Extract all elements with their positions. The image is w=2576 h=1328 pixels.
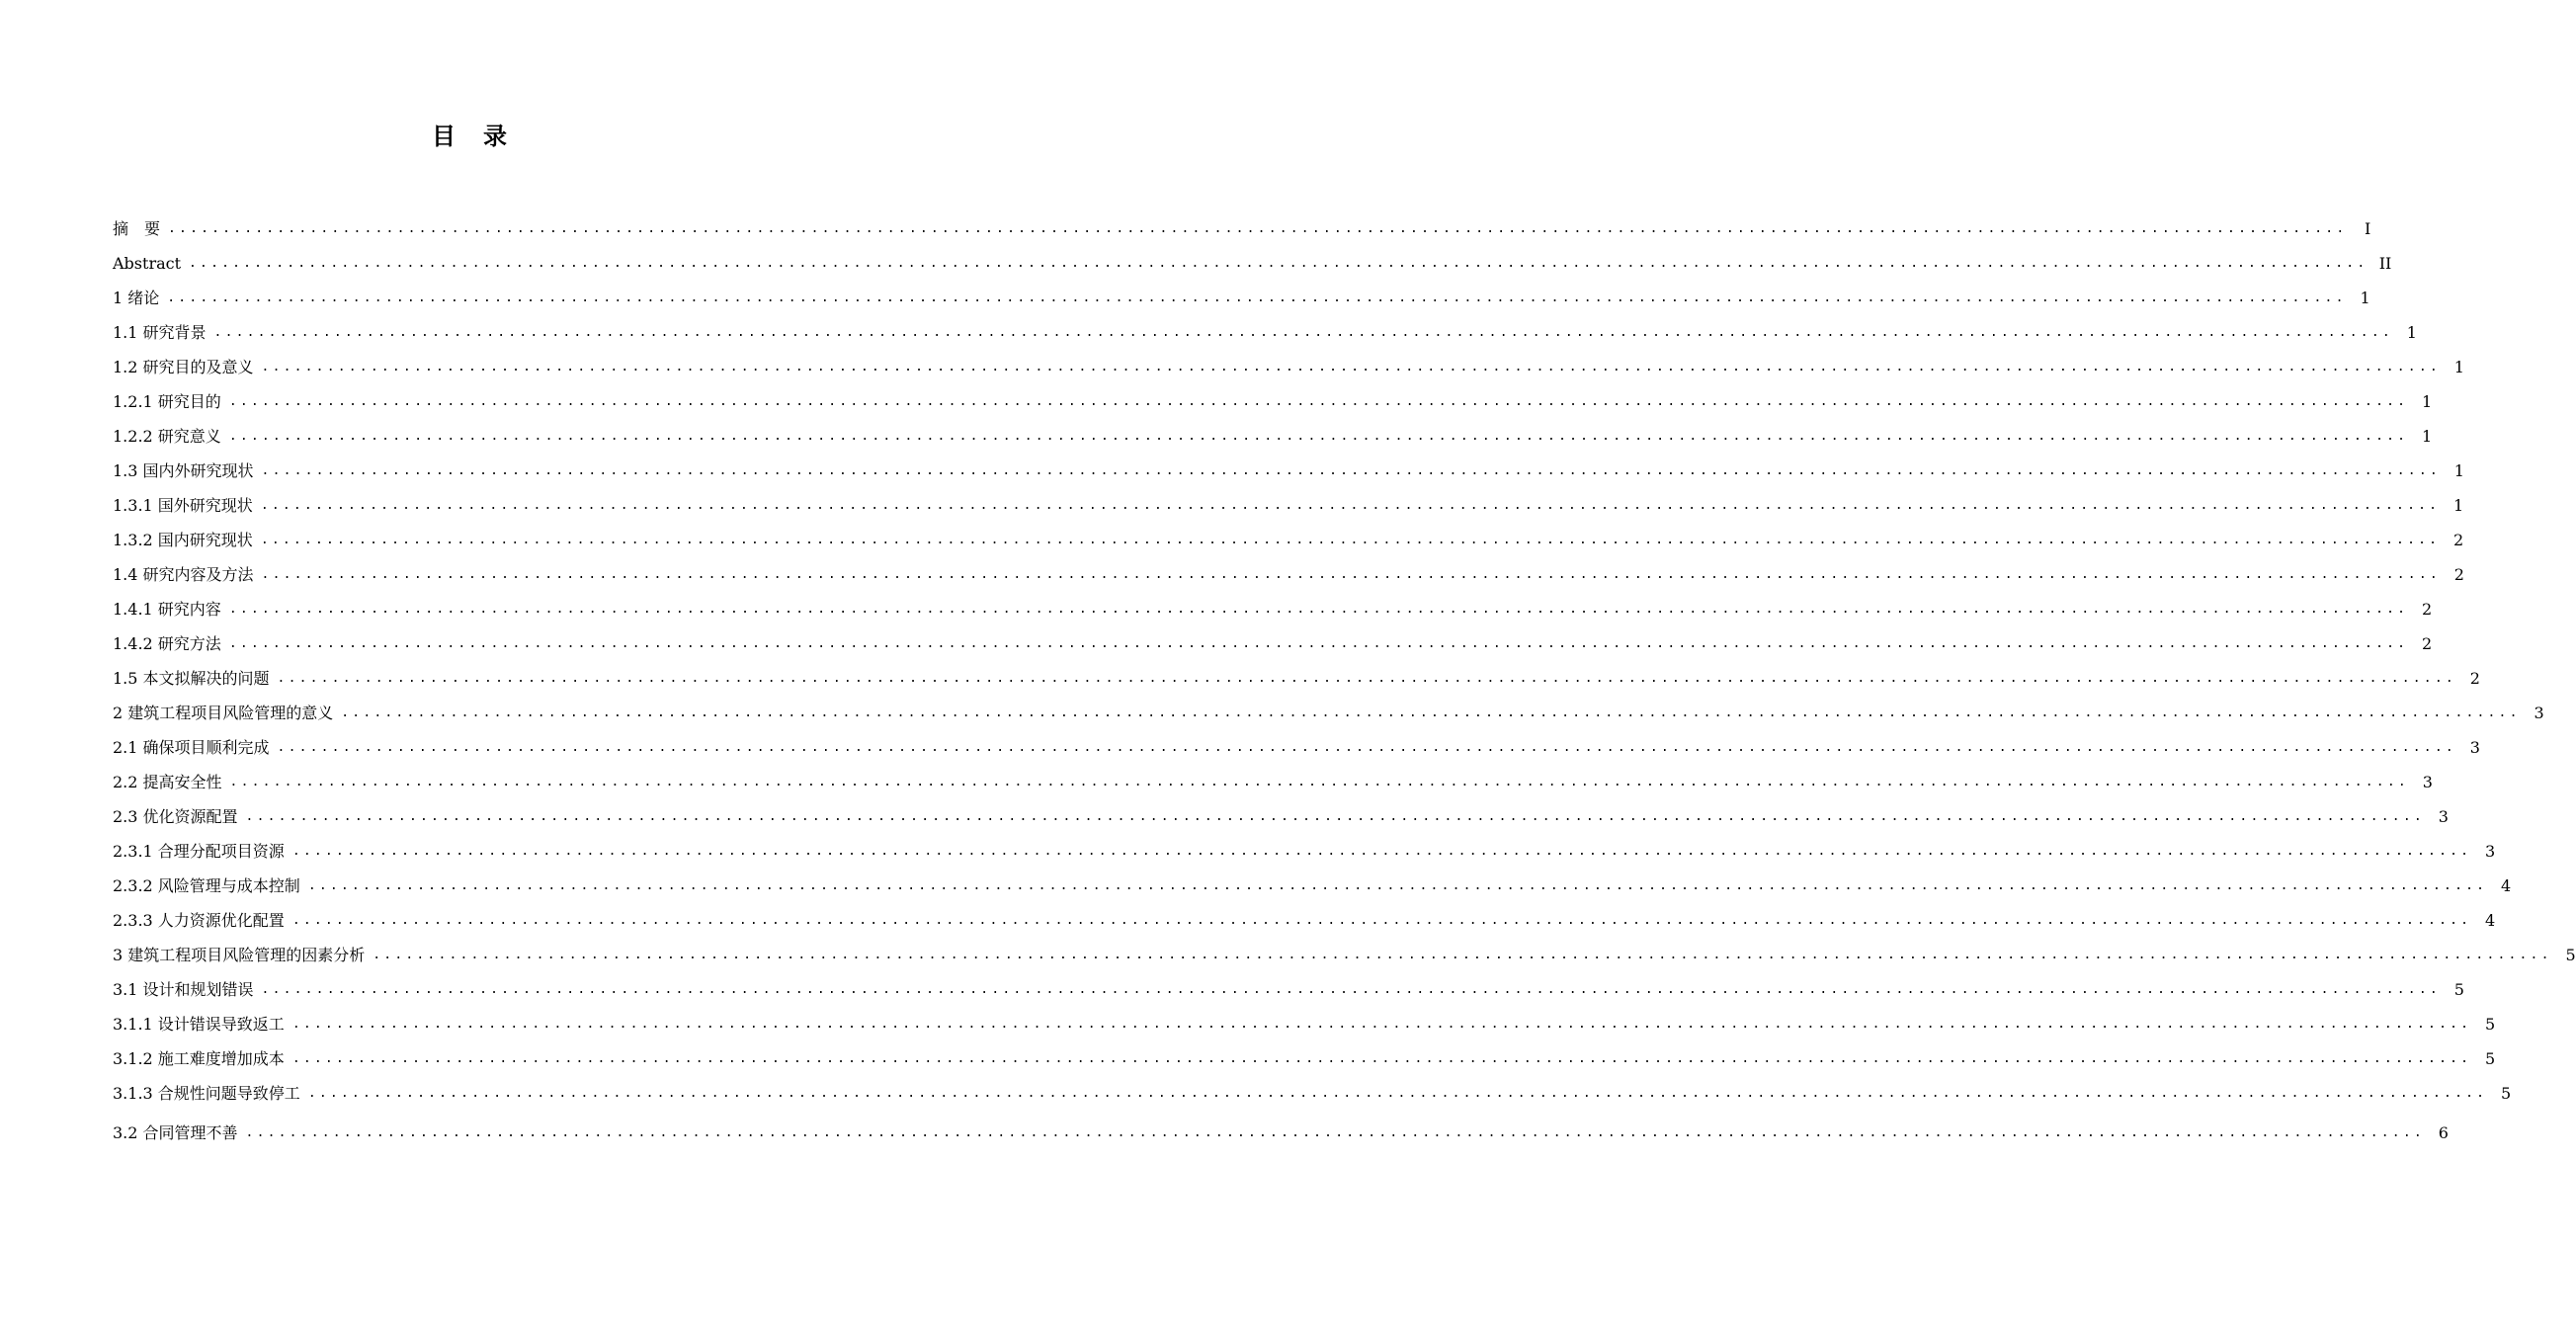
toc-entry[interactable] [113, 412, 2433, 447]
toc-leader-dots: ........................................................................................................................................................................................................ [261, 982, 2441, 997]
toc-entry-label: 1.2.1 研究目的 [113, 392, 221, 411]
toc-entry-page: 1 [2360, 289, 2370, 307]
toc-entry-page: 1 [2452, 496, 2464, 515]
toc-entry-page: 3 [2422, 773, 2433, 791]
toc-leader-dots: ........................................................................................................................................................................................................ [261, 567, 2441, 582]
toc-entry[interactable] [113, 792, 2449, 827]
toc-entry-label: 1.5 本文拟解决的问题 [113, 669, 270, 688]
toc-entry-label: 2.3.2 风险管理与成本控制 [113, 876, 300, 895]
toc-entry-label: 3.1.3 合规性问题导致停工 [113, 1084, 300, 1103]
toc-leader-dots: ........................................................................................................................................................................................................ [307, 878, 2488, 893]
toc-entry-page: 3 [2484, 842, 2496, 861]
toc-entry-label: 2.3.1 合理分配项目资源 [113, 842, 285, 861]
toc-entry-label: 1.2 研究目的及意义 [113, 358, 254, 376]
toc-entry[interactable] [113, 1035, 2496, 1069]
toc-entry-page: 2 [2469, 669, 2480, 688]
toc-entry-label: 2.3.3 人力资源优化配置 [113, 911, 285, 930]
toc-entry-label: 1.1 研究背景 [113, 323, 207, 342]
toc-entry[interactable] [113, 654, 2480, 689]
toc-leader-dots: ........................................................................................................................................................................................................ [229, 775, 2409, 789]
toc-entry-label: 1.4.2 研究方法 [113, 634, 221, 653]
toc-leader-dots: ........................................................................................................................................................................................................ [260, 498, 2441, 513]
toc-entry-label: 2 建筑工程项目风险管理的意义 [113, 704, 334, 722]
toc-entry-label: 1.3.1 国外研究现状 [113, 496, 253, 515]
toc-entry-label: 摘 要 [113, 219, 161, 238]
toc-entry-page: 5 [2484, 1015, 2496, 1034]
toc-entry-label: 1.2.2 研究意义 [113, 427, 221, 446]
toc-entry-page: 4 [2500, 876, 2512, 895]
toc-entry-label: 3.1.1 设计错误导致返工 [113, 1015, 285, 1034]
toc-leader-dots: ........................................................................................................................................................................................................ [277, 740, 2456, 755]
toc-leader-dots: ........................................................................................................................................................................................................ [189, 256, 2368, 271]
toc-leader-dots: ........................................................................................................................................................................................................ [245, 1125, 2425, 1140]
toc-entry-page: 5 [2500, 1084, 2512, 1103]
toc-leader-dots: ........................................................................................................................................................................................................ [341, 706, 2521, 720]
toc-entry-label: 1.3.2 国内研究现状 [113, 531, 253, 549]
toc-leader-dots: ........................................................................................................................................................................................................ [291, 1051, 2472, 1066]
toc-entry[interactable] [113, 1000, 2496, 1035]
toc-leader-dots: ........................................................................................................................................................................................................ [260, 533, 2441, 547]
toc-entry-label: 2.2 提高安全性 [113, 773, 222, 791]
toc-entry[interactable] [113, 343, 2464, 377]
toc-entry[interactable] [113, 205, 2371, 239]
toc-entry[interactable] [113, 1104, 2449, 1143]
toc-entry-label: 1.4.1 研究内容 [113, 600, 221, 619]
toc-entry-page: 1 [2406, 323, 2417, 342]
toc-leader-dots: ........................................................................................................................................................................................................ [167, 290, 2347, 305]
toc-entry-label: 2.3 优化资源配置 [113, 807, 238, 826]
toc-entry-page: II [2378, 254, 2392, 273]
toc-leader-dots: ........................................................................................................................................................................................................ [307, 1086, 2488, 1101]
toc-leader-dots: ........................................................................................................................................................................................................ [261, 360, 2441, 374]
toc-leader-dots: ........................................................................................................................................................................................................ [228, 602, 2409, 617]
toc-entry[interactable] [113, 758, 2433, 792]
toc-leader-dots: ........................................................................................................................................................................................................ [228, 429, 2409, 444]
toc-entry-page: 1 [2453, 461, 2464, 480]
toc-entry[interactable] [113, 862, 2512, 896]
toc-leader-dots: ........................................................................................................................................................................................................ [228, 394, 2409, 409]
toc-leader-dots: ........................................................................................................................................................................................................ [245, 809, 2425, 824]
toc-entry[interactable] [113, 585, 2433, 620]
toc-entry-page: 1 [2421, 427, 2433, 446]
toc-entry-page: 3 [2469, 738, 2480, 757]
page-title: 目录 [432, 123, 535, 150]
toc-entry[interactable] [113, 689, 2544, 723]
table-of-contents [113, 205, 2576, 1143]
toc-leader-dots: ........................................................................................................................................................................................................ [213, 325, 2393, 340]
toc-entry-label: 3 建筑工程项目风险管理的因素分析 [113, 946, 366, 964]
toc-entry-page: 3 [2534, 704, 2544, 722]
toc-entry[interactable] [113, 377, 2433, 412]
toc-entry-page: 2 [2421, 600, 2433, 619]
toc-entry-page: 1 [2453, 358, 2464, 376]
toc-entry-page: 5 [2565, 946, 2576, 964]
toc-entry[interactable] [113, 274, 2370, 308]
toc-leader-dots: ........................................................................................................................................................................................................ [373, 948, 2552, 962]
toc-entry-label: 3.1 设计和规划错误 [113, 980, 254, 999]
toc-leader-dots: ........................................................................................................................................................................................................ [277, 671, 2456, 686]
toc-entry-page: 3 [2438, 807, 2449, 826]
toc-entry-page: 4 [2484, 911, 2496, 930]
toc-entry-label: 1 绪论 [113, 289, 160, 307]
toc-entry-page: 6 [2438, 1123, 2449, 1142]
toc-entry[interactable] [113, 896, 2496, 931]
toc-entry-label: 3.1.2 施工难度增加成本 [113, 1049, 285, 1068]
toc-entry[interactable] [113, 481, 2464, 516]
toc-leader-dots: ........................................................................................................................................................................................................ [291, 913, 2472, 928]
toc-entry-page: I [2365, 219, 2371, 238]
toc-leader-dots: ........................................................................................................................................................................................................ [168, 221, 2348, 236]
toc-leader-dots: ........................................................................................................................................................................................................ [291, 1017, 2472, 1032]
toc-entry[interactable] [113, 827, 2496, 862]
toc-entry[interactable] [113, 620, 2433, 654]
toc-leader-dots: ........................................................................................................................................................................................................ [228, 636, 2409, 651]
toc-entry[interactable] [113, 550, 2464, 585]
toc-leader-dots: ........................................................................................................................................................................................................ [261, 463, 2441, 478]
toc-entry-page: 5 [2484, 1049, 2496, 1068]
toc-entry-page: 2 [2452, 531, 2464, 549]
toc-leader-dots: ........................................................................................................................................................................................................ [291, 844, 2472, 859]
toc-entry[interactable] [113, 239, 2392, 274]
toc-entry-label: 1.3 国内外研究现状 [113, 461, 254, 480]
toc-entry[interactable] [113, 723, 2480, 758]
toc-entry-label: Abstract [113, 254, 182, 273]
toc-entry[interactable] [113, 965, 2464, 1000]
toc-entry[interactable] [113, 931, 2576, 965]
toc-entry[interactable] [113, 308, 2417, 343]
toc-entry-page: 1 [2421, 392, 2433, 411]
toc-entry[interactable] [113, 516, 2464, 550]
toc-entry-label: 3.2 合同管理不善 [113, 1123, 238, 1142]
toc-entry[interactable] [113, 1069, 2512, 1104]
toc-entry-page: 2 [2421, 634, 2433, 653]
toc-entry-label: 2.1 确保项目顺利完成 [113, 738, 270, 757]
toc-entry-page: 2 [2453, 565, 2464, 584]
toc-entry[interactable] [113, 447, 2464, 481]
toc-entry-page: 5 [2453, 980, 2464, 999]
toc-entry-label: 1.4 研究内容及方法 [113, 565, 254, 584]
